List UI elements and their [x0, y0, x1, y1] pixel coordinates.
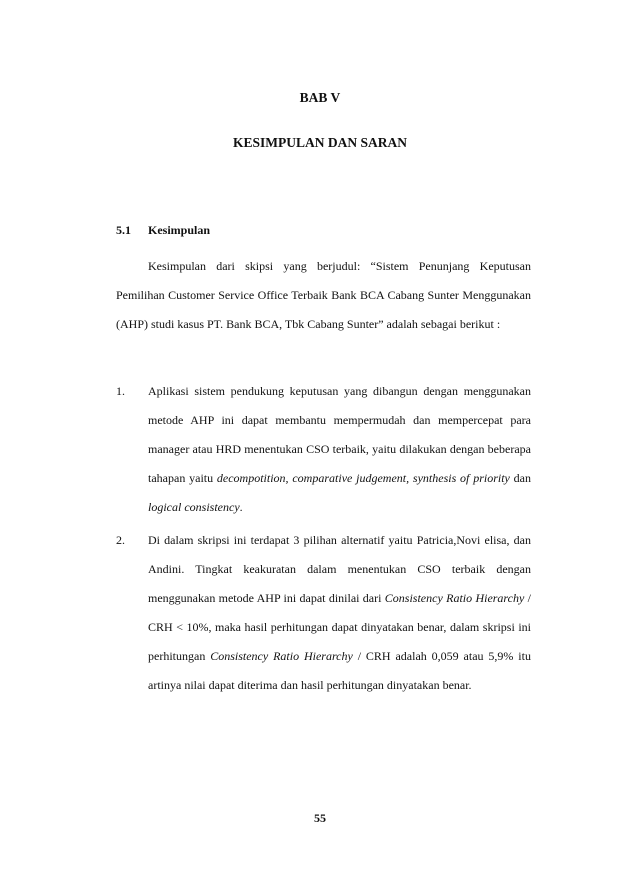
list-item: [116, 526, 531, 700]
section-number: 5.1: [116, 223, 131, 237]
list-item-text-part: Di dalam skripsi ini terdapat 3 pilihan alternatif yaitu Patricia,Novi elisa, dan Andini. Tingkat keakuratan dalam menentukan CSO terbaik dengan menggunakan metode AHP ini dapat dinilai dari: [148, 533, 531, 605]
list-item-emphasis: Consistency Ratio Hierarchy: [384, 591, 525, 605]
list-item-number: 1.: [116, 384, 125, 398]
list-item-text-part: / CRH adalah 0,059 atau 5,9% itu artinya nilai dapat diterima dan hasil perhitungan dinyatakan benar.: [148, 649, 531, 692]
list-item-emphasis: logical consistency: [148, 500, 240, 514]
chapter-title: KESIMPULAN DAN SARAN: [232, 135, 407, 150]
section-title: Kesimpulan: [148, 223, 211, 237]
list-item-text: [148, 526, 531, 700]
list-item-text-part: .: [239, 500, 243, 514]
chapter-number: BAB V: [299, 90, 341, 105]
list-item-text-part: / CRH < 10%, maka hasil perhitungan dapat dinyatakan benar, dalam skripsi ini perhitungan: [148, 591, 531, 663]
list-item-number: 2.: [116, 533, 125, 547]
list-item-emphasis: decompotition, comparative judgement, synthesis of priority: [216, 471, 510, 485]
list-item-text: [148, 377, 531, 522]
intro-paragraph: Kesimpulan dari skipsi yang berjudul: “Sistem Penunjang Keputusan Pemilihan Customer Service Office Terbaik Bank BCA Cabang Sunter Menggunakan (AHP) studi kasus PT. Bank BCA, Tbk Cabang Sunter” adalah sebagai berikut :: [116, 259, 531, 331]
list-item-text-part: dan: [509, 471, 531, 485]
list-item-emphasis: Consistency Ratio Hierarchy: [210, 649, 353, 663]
list-item: [116, 377, 531, 522]
section-heading: [116, 223, 210, 238]
list-item-text-part: Aplikasi sistem pendukung keputusan yang dibangun dengan menggunakan metode AHP ini dapat membantu mempermudah dan mempercepat para manager atau HRD menentukan CSO terbaik, yaitu dilakukan dengan beberapa tahapan yaitu: [148, 384, 531, 485]
page-number: 55: [314, 811, 326, 825]
